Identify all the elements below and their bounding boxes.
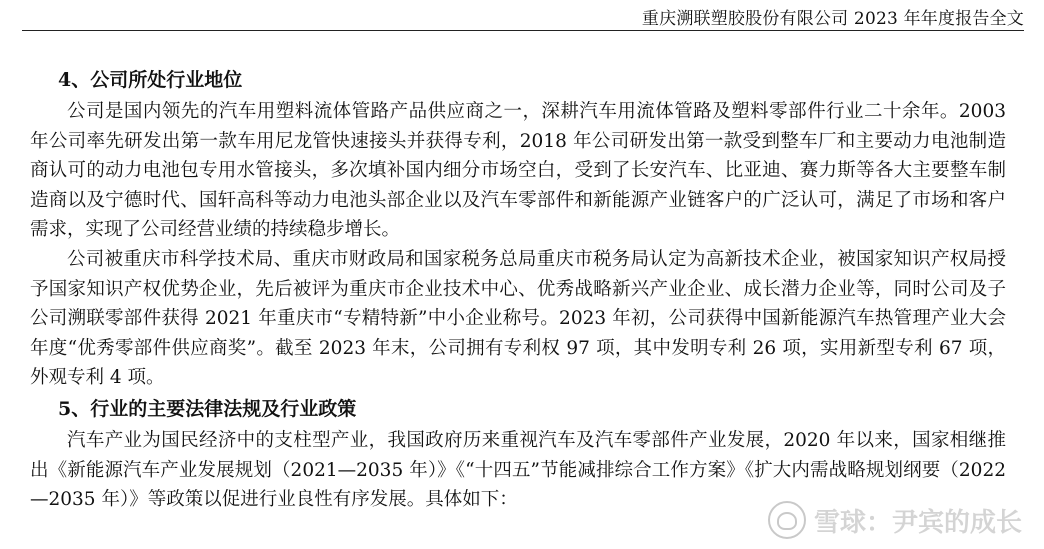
section-title-industry-position: 4、公司所处行业地位 xyxy=(58,69,243,91)
paragraph-industry-position-1: 公司是国内领先的汽车用塑料流体管路产品供应商之一，深耕汽车用流体管路及塑料零部件行业二十余年。2003 年公司率先研发出第一款车用尼龙管快速接头并获得专利，2018 年公司研发出第一款受到整车厂和主要动力电池制造商认可的动力电池包专用水管接头，多次填补国内细分市场空白，受到了长安汽车、比亚迪、赛力斯等各大主要整车制造商以及宁德时代、国轩高科等动力电池头部企业以及汽车零部件和新能源产业链客户的广泛认可，满足了市场和客户需求，实现了公司经营业绩的持续稳步增长。 xyxy=(30,101,1006,241)
document-body xyxy=(30,64,1006,515)
section-title-laws-policies: 5、行业的主要法律法规及行业政策 xyxy=(58,397,357,420)
paragraph-industry-position-2: 公司被重庆市科学技术局、重庆市财政局和国家税务总局重庆市税务局认定为高新技术企业，被国家知识产权局授予国家知识产权优势企业，先后被评为重庆市企业技术中心、优秀战略新兴产业企业、成长潜力企业等，同时公司及子公司溯联零部件获得 2021 年重庆市“专精特新”中小企业称号。2023 年初，公司获得中国新能源汽车热管理产业大会年度“优秀零部件供应商奖”。截至 2023 年末，公司拥有专利权 97 项，其中发明专利 26 项，实用新型专利 67 项，外观专利 4 项。 xyxy=(30,248,1006,389)
paragraph-laws-policies-1: 汽车产业为国民经济中的支柱型产业，我国政府历来重视汽车及汽车零部件产业发展，2020 年以来，国家相继推出《新能源汽车产业发展规划（2021—2035 年）》《“十四五”节能减排综合工作方案》《扩大内需战略规划纲要（2022—2035 年）》等政策以促进行业良性有序发展。具体如下： xyxy=(30,429,1006,511)
page-header xyxy=(22,0,1024,31)
report-title: 重庆溯联塑胶股份有限公司 2023 年年度报告全文 xyxy=(641,9,1024,29)
watermark-text: 雪球：尹宾的成长 xyxy=(813,507,1022,538)
